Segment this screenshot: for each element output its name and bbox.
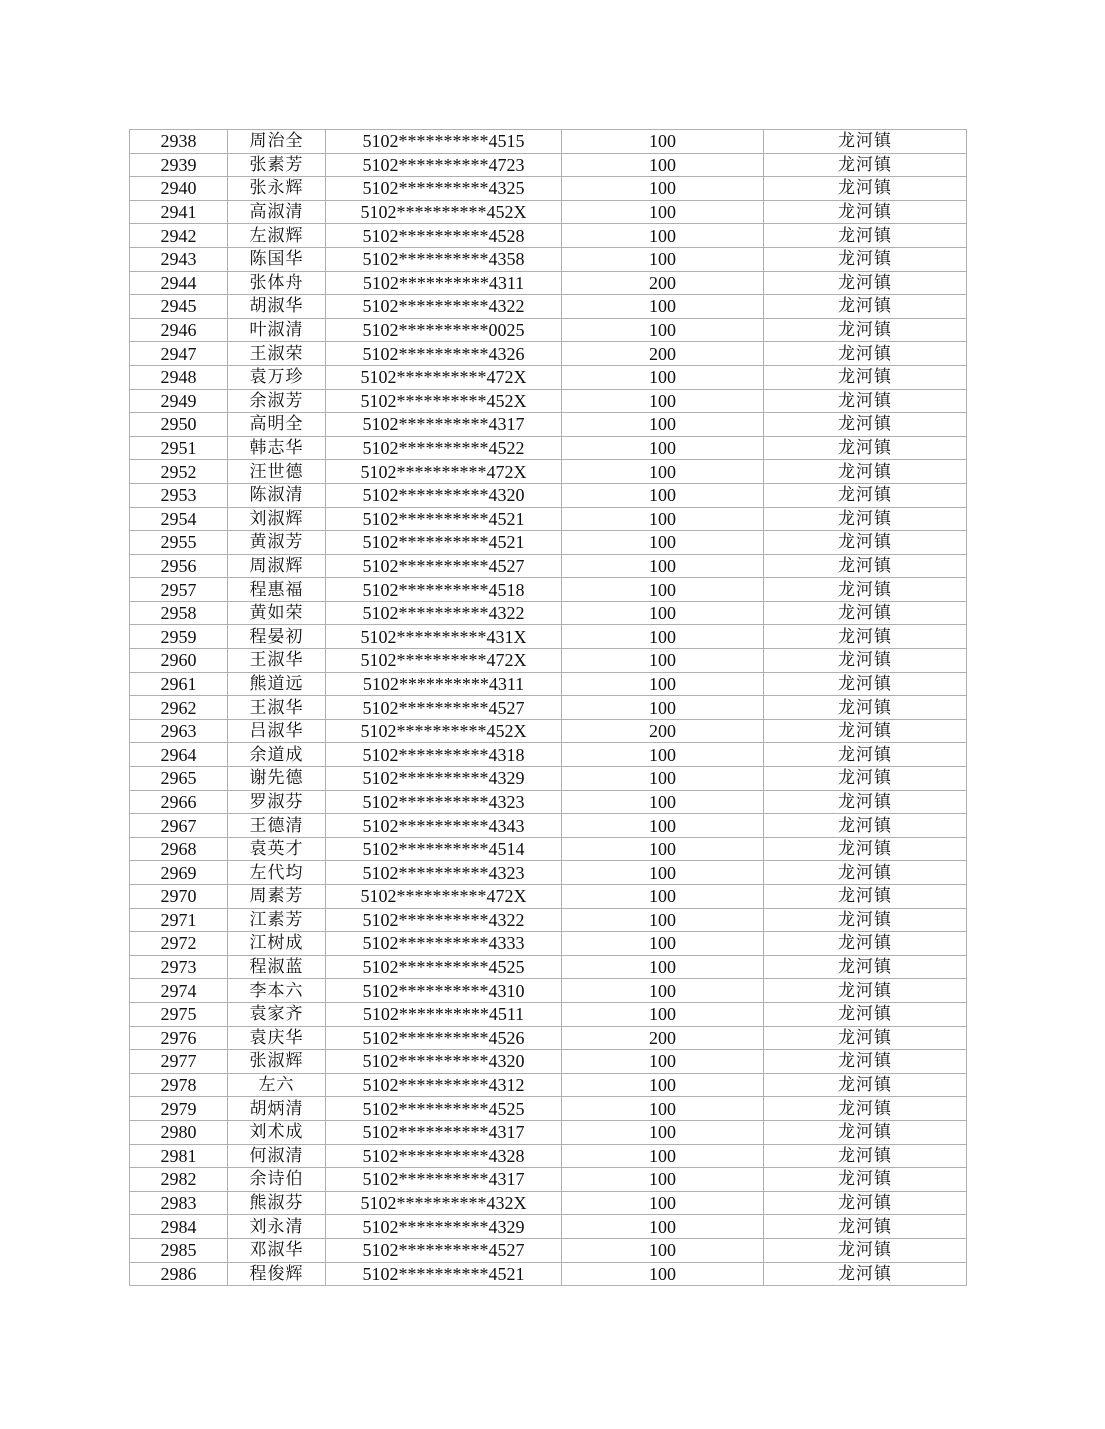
- town-cell: 龙河镇: [764, 1026, 967, 1050]
- id-number-cell: 5102**********4322: [326, 908, 562, 932]
- name-cell: 胡淑华: [228, 295, 326, 319]
- id-number-cell: 5102**********4329: [326, 767, 562, 791]
- id-number-cell: 5102**********4358: [326, 247, 562, 271]
- table-row: [130, 601, 967, 625]
- amount-cell: 100: [562, 153, 764, 177]
- table-row: [130, 1262, 967, 1286]
- name-cell: 袁英才: [228, 837, 326, 861]
- name-cell: 邓淑华: [228, 1238, 326, 1262]
- name-cell: 张素芳: [228, 153, 326, 177]
- amount-cell: 100: [562, 1097, 764, 1121]
- amount-cell: 100: [562, 908, 764, 932]
- town-cell: 龙河镇: [764, 1191, 967, 1215]
- table-row: [130, 1238, 967, 1262]
- id-number-cell: 5102**********4343: [326, 814, 562, 838]
- amount-cell: 200: [562, 719, 764, 743]
- town-cell: 龙河镇: [764, 1050, 967, 1074]
- town-cell: 龙河镇: [764, 790, 967, 814]
- table-row: [130, 1144, 967, 1168]
- table-row: [130, 649, 967, 673]
- row-number-cell: 2970: [130, 885, 228, 909]
- row-number-cell: 2960: [130, 649, 228, 673]
- town-cell: 龙河镇: [764, 389, 967, 413]
- amount-cell: 100: [562, 554, 764, 578]
- row-number-cell: 2954: [130, 507, 228, 531]
- row-number-cell: 2959: [130, 625, 228, 649]
- row-number-cell: 2941: [130, 200, 228, 224]
- table-row: [130, 247, 967, 271]
- amount-cell: 100: [562, 932, 764, 956]
- town-cell: 龙河镇: [764, 1097, 967, 1121]
- id-number-cell: 5102**********4322: [326, 295, 562, 319]
- town-cell: 龙河镇: [764, 1073, 967, 1097]
- row-number-cell: 2976: [130, 1026, 228, 1050]
- row-number-cell: 2981: [130, 1144, 228, 1168]
- table-row: [130, 814, 967, 838]
- table-row: [130, 389, 967, 413]
- town-cell: 龙河镇: [764, 224, 967, 248]
- table-row: [130, 460, 967, 484]
- row-number-cell: 2972: [130, 932, 228, 956]
- name-cell: 程晏初: [228, 625, 326, 649]
- town-cell: 龙河镇: [764, 365, 967, 389]
- amount-cell: 100: [562, 436, 764, 460]
- id-number-cell: 5102**********4515: [326, 130, 562, 154]
- table-row: [130, 554, 967, 578]
- table-row: [130, 177, 967, 201]
- table-row: [130, 1120, 967, 1144]
- table-row: [130, 719, 967, 743]
- name-cell: 袁万珍: [228, 365, 326, 389]
- row-number-cell: 2948: [130, 365, 228, 389]
- id-number-cell: 5102**********4518: [326, 578, 562, 602]
- id-number-cell: 5102**********4527: [326, 1238, 562, 1262]
- id-number-cell: 5102**********4320: [326, 1050, 562, 1074]
- town-cell: 龙河镇: [764, 1238, 967, 1262]
- row-number-cell: 2940: [130, 177, 228, 201]
- name-cell: 刘术成: [228, 1120, 326, 1144]
- town-cell: 龙河镇: [764, 1168, 967, 1192]
- table-row: [130, 318, 967, 342]
- name-cell: 罗淑芬: [228, 790, 326, 814]
- town-cell: 龙河镇: [764, 153, 967, 177]
- name-cell: 熊淑芬: [228, 1191, 326, 1215]
- name-cell: 左淑辉: [228, 224, 326, 248]
- table-row: [130, 342, 967, 366]
- amount-cell: 100: [562, 1168, 764, 1192]
- amount-cell: 100: [562, 460, 764, 484]
- id-number-cell: 5102**********4328: [326, 1144, 562, 1168]
- town-cell: 龙河镇: [764, 177, 967, 201]
- name-cell: 左代均: [228, 861, 326, 885]
- town-cell: 龙河镇: [764, 483, 967, 507]
- name-cell: 江树成: [228, 932, 326, 956]
- row-number-cell: 2982: [130, 1168, 228, 1192]
- row-number-cell: 2985: [130, 1238, 228, 1262]
- town-cell: 龙河镇: [764, 837, 967, 861]
- name-cell: 周淑辉: [228, 554, 326, 578]
- amount-cell: 100: [562, 790, 764, 814]
- row-number-cell: 2969: [130, 861, 228, 885]
- id-number-cell: 5102**********4521: [326, 531, 562, 555]
- amount-cell: 200: [562, 342, 764, 366]
- row-number-cell: 2947: [130, 342, 228, 366]
- town-cell: 龙河镇: [764, 1215, 967, 1239]
- town-cell: 龙河镇: [764, 130, 967, 154]
- name-cell: 程惠福: [228, 578, 326, 602]
- id-number-cell: 5102**********4527: [326, 696, 562, 720]
- id-number-cell: 5102**********452X: [326, 200, 562, 224]
- amount-cell: 100: [562, 814, 764, 838]
- table-row: [130, 413, 967, 437]
- amount-cell: 100: [562, 365, 764, 389]
- id-number-cell: 5102**********4329: [326, 1215, 562, 1239]
- town-cell: 龙河镇: [764, 295, 967, 319]
- amount-cell: 100: [562, 1120, 764, 1144]
- name-cell: 王淑华: [228, 696, 326, 720]
- id-number-cell: 5102**********4317: [326, 1120, 562, 1144]
- table-row: [130, 271, 967, 295]
- row-number-cell: 2971: [130, 908, 228, 932]
- amount-cell: 100: [562, 885, 764, 909]
- town-cell: 龙河镇: [764, 1002, 967, 1026]
- name-cell: 程俊辉: [228, 1262, 326, 1286]
- name-cell: 熊道远: [228, 672, 326, 696]
- town-cell: 龙河镇: [764, 1262, 967, 1286]
- row-number-cell: 2978: [130, 1073, 228, 1097]
- row-number-cell: 2964: [130, 743, 228, 767]
- row-number-cell: 2951: [130, 436, 228, 460]
- town-cell: 龙河镇: [764, 554, 967, 578]
- name-cell: 程淑蓝: [228, 955, 326, 979]
- amount-cell: 100: [562, 247, 764, 271]
- table-row: [130, 625, 967, 649]
- table-row: [130, 1002, 967, 1026]
- id-number-cell: 5102**********452X: [326, 719, 562, 743]
- row-number-cell: 2953: [130, 483, 228, 507]
- id-number-cell: 5102**********4527: [326, 554, 562, 578]
- amount-cell: 100: [562, 743, 764, 767]
- amount-cell: 100: [562, 1144, 764, 1168]
- town-cell: 龙河镇: [764, 413, 967, 437]
- amount-cell: 100: [562, 649, 764, 673]
- town-cell: 龙河镇: [764, 955, 967, 979]
- amount-cell: 100: [562, 1002, 764, 1026]
- amount-cell: 100: [562, 1238, 764, 1262]
- town-cell: 龙河镇: [764, 1144, 967, 1168]
- amount-cell: 100: [562, 672, 764, 696]
- id-number-cell: 5102**********4311: [326, 672, 562, 696]
- amount-cell: 100: [562, 837, 764, 861]
- name-cell: 刘淑辉: [228, 507, 326, 531]
- name-cell: 陈淑清: [228, 483, 326, 507]
- table-row: [130, 1191, 967, 1215]
- id-number-cell: 5102**********4320: [326, 483, 562, 507]
- town-cell: 龙河镇: [764, 696, 967, 720]
- name-cell: 周素芳: [228, 885, 326, 909]
- table-row: [130, 955, 967, 979]
- name-cell: 叶淑清: [228, 318, 326, 342]
- amount-cell: 100: [562, 389, 764, 413]
- id-number-cell: 5102**********4325: [326, 177, 562, 201]
- id-number-cell: 5102**********4312: [326, 1073, 562, 1097]
- town-cell: 龙河镇: [764, 649, 967, 673]
- id-number-cell: 5102**********4525: [326, 955, 562, 979]
- row-number-cell: 2962: [130, 696, 228, 720]
- town-cell: 龙河镇: [764, 436, 967, 460]
- row-number-cell: 2975: [130, 1002, 228, 1026]
- row-number-cell: 2967: [130, 814, 228, 838]
- id-number-cell: 5102**********4318: [326, 743, 562, 767]
- table-row: [130, 295, 967, 319]
- row-number-cell: 2977: [130, 1050, 228, 1074]
- amount-cell: 100: [562, 1262, 764, 1286]
- row-number-cell: 2946: [130, 318, 228, 342]
- name-cell: 胡炳清: [228, 1097, 326, 1121]
- table-row: [130, 837, 967, 861]
- name-cell: 陈国华: [228, 247, 326, 271]
- amount-cell: 100: [562, 531, 764, 555]
- name-cell: 黄如荣: [228, 601, 326, 625]
- name-cell: 刘永清: [228, 1215, 326, 1239]
- name-cell: 高淑清: [228, 200, 326, 224]
- id-number-cell: 5102**********4311: [326, 271, 562, 295]
- id-number-cell: 5102**********4322: [326, 601, 562, 625]
- amount-cell: 100: [562, 1215, 764, 1239]
- roster-table: [129, 129, 967, 1286]
- id-number-cell: 5102**********4317: [326, 413, 562, 437]
- table-row: [130, 365, 967, 389]
- id-number-cell: 5102**********432X: [326, 1191, 562, 1215]
- amount-cell: 100: [562, 767, 764, 791]
- name-cell: 黄淑芳: [228, 531, 326, 555]
- name-cell: 王德清: [228, 814, 326, 838]
- table-row: [130, 507, 967, 531]
- amount-cell: 100: [562, 1191, 764, 1215]
- name-cell: 余淑芳: [228, 389, 326, 413]
- row-number-cell: 2942: [130, 224, 228, 248]
- town-cell: 龙河镇: [764, 767, 967, 791]
- name-cell: 余道成: [228, 743, 326, 767]
- row-number-cell: 2944: [130, 271, 228, 295]
- row-number-cell: 2984: [130, 1215, 228, 1239]
- town-cell: 龙河镇: [764, 318, 967, 342]
- name-cell: 袁庆华: [228, 1026, 326, 1050]
- name-cell: 吕淑华: [228, 719, 326, 743]
- name-cell: 王淑华: [228, 649, 326, 673]
- amount-cell: 100: [562, 861, 764, 885]
- table-row: [130, 696, 967, 720]
- table-row: [130, 153, 967, 177]
- name-cell: 余诗伯: [228, 1168, 326, 1192]
- row-number-cell: 2958: [130, 601, 228, 625]
- name-cell: 张淑辉: [228, 1050, 326, 1074]
- name-cell: 李本六: [228, 979, 326, 1003]
- amount-cell: 200: [562, 271, 764, 295]
- id-number-cell: 5102**********4326: [326, 342, 562, 366]
- town-cell: 龙河镇: [764, 861, 967, 885]
- amount-cell: 100: [562, 578, 764, 602]
- amount-cell: 200: [562, 1026, 764, 1050]
- row-number-cell: 2961: [130, 672, 228, 696]
- town-cell: 龙河镇: [764, 672, 967, 696]
- id-number-cell: 5102**********472X: [326, 460, 562, 484]
- name-cell: 谢先德: [228, 767, 326, 791]
- row-number-cell: 2938: [130, 130, 228, 154]
- id-number-cell: 5102**********0025: [326, 318, 562, 342]
- row-number-cell: 2939: [130, 153, 228, 177]
- amount-cell: 100: [562, 625, 764, 649]
- town-cell: 龙河镇: [764, 1120, 967, 1144]
- id-number-cell: 5102**********472X: [326, 649, 562, 673]
- town-cell: 龙河镇: [764, 719, 967, 743]
- town-cell: 龙河镇: [764, 979, 967, 1003]
- name-cell: 何淑清: [228, 1144, 326, 1168]
- table-row: [130, 1097, 967, 1121]
- name-cell: 韩志华: [228, 436, 326, 460]
- town-cell: 龙河镇: [764, 271, 967, 295]
- table-row: [130, 908, 967, 932]
- amount-cell: 100: [562, 1050, 764, 1074]
- town-cell: 龙河镇: [764, 814, 967, 838]
- town-cell: 龙河镇: [764, 247, 967, 271]
- id-number-cell: 5102**********452X: [326, 389, 562, 413]
- town-cell: 龙河镇: [764, 578, 967, 602]
- table-row: [130, 483, 967, 507]
- amount-cell: 100: [562, 295, 764, 319]
- table-row: [130, 1050, 967, 1074]
- amount-cell: 100: [562, 979, 764, 1003]
- row-number-cell: 2965: [130, 767, 228, 791]
- id-number-cell: 5102**********4526: [326, 1026, 562, 1050]
- row-number-cell: 2943: [130, 247, 228, 271]
- row-number-cell: 2956: [130, 554, 228, 578]
- town-cell: 龙河镇: [764, 460, 967, 484]
- id-number-cell: 5102**********4521: [326, 507, 562, 531]
- row-number-cell: 2983: [130, 1191, 228, 1215]
- table-row: [130, 1215, 967, 1239]
- id-number-cell: 5102**********4310: [326, 979, 562, 1003]
- table-row: [130, 932, 967, 956]
- amount-cell: 100: [562, 413, 764, 437]
- amount-cell: 100: [562, 318, 764, 342]
- table-row: [130, 200, 967, 224]
- roster-table-body: [130, 130, 967, 1286]
- table-row: [130, 767, 967, 791]
- town-cell: 龙河镇: [764, 507, 967, 531]
- name-cell: 汪世德: [228, 460, 326, 484]
- row-number-cell: 2952: [130, 460, 228, 484]
- row-number-cell: 2973: [130, 955, 228, 979]
- name-cell: 张体舟: [228, 271, 326, 295]
- table-row: [130, 436, 967, 460]
- table-row: [130, 861, 967, 885]
- id-number-cell: 5102**********472X: [326, 885, 562, 909]
- town-cell: 龙河镇: [764, 531, 967, 555]
- name-cell: 高明全: [228, 413, 326, 437]
- name-cell: 王淑荣: [228, 342, 326, 366]
- amount-cell: 100: [562, 224, 764, 248]
- row-number-cell: 2949: [130, 389, 228, 413]
- row-number-cell: 2945: [130, 295, 228, 319]
- id-number-cell: 5102**********4525: [326, 1097, 562, 1121]
- row-number-cell: 2966: [130, 790, 228, 814]
- id-number-cell: 5102**********472X: [326, 365, 562, 389]
- id-number-cell: 5102**********4333: [326, 932, 562, 956]
- town-cell: 龙河镇: [764, 932, 967, 956]
- town-cell: 龙河镇: [764, 342, 967, 366]
- table-row: [130, 130, 967, 154]
- table-row: [130, 224, 967, 248]
- table-row: [130, 1168, 967, 1192]
- amount-cell: 100: [562, 601, 764, 625]
- table-row: [130, 1073, 967, 1097]
- table-row: [130, 578, 967, 602]
- table-row: [130, 531, 967, 555]
- id-number-cell: 5102**********431X: [326, 625, 562, 649]
- table-row: [130, 1026, 967, 1050]
- name-cell: 袁家齐: [228, 1002, 326, 1026]
- id-number-cell: 5102**********4511: [326, 1002, 562, 1026]
- id-number-cell: 5102**********4528: [326, 224, 562, 248]
- town-cell: 龙河镇: [764, 908, 967, 932]
- amount-cell: 100: [562, 1073, 764, 1097]
- row-number-cell: 2950: [130, 413, 228, 437]
- amount-cell: 100: [562, 507, 764, 531]
- table-row: [130, 743, 967, 767]
- id-number-cell: 5102**********4514: [326, 837, 562, 861]
- name-cell: 左六: [228, 1073, 326, 1097]
- row-number-cell: 2963: [130, 719, 228, 743]
- id-number-cell: 5102**********4522: [326, 436, 562, 460]
- id-number-cell: 5102**********4323: [326, 790, 562, 814]
- amount-cell: 100: [562, 955, 764, 979]
- table-row: [130, 979, 967, 1003]
- row-number-cell: 2979: [130, 1097, 228, 1121]
- amount-cell: 100: [562, 130, 764, 154]
- amount-cell: 100: [562, 483, 764, 507]
- row-number-cell: 2968: [130, 837, 228, 861]
- table-row: [130, 672, 967, 696]
- name-cell: 张永辉: [228, 177, 326, 201]
- name-cell: 江素芳: [228, 908, 326, 932]
- town-cell: 龙河镇: [764, 200, 967, 224]
- town-cell: 龙河镇: [764, 601, 967, 625]
- id-number-cell: 5102**********4723: [326, 153, 562, 177]
- row-number-cell: 2955: [130, 531, 228, 555]
- table-row: [130, 885, 967, 909]
- amount-cell: 100: [562, 200, 764, 224]
- id-number-cell: 5102**********4317: [326, 1168, 562, 1192]
- id-number-cell: 5102**********4521: [326, 1262, 562, 1286]
- row-number-cell: 2986: [130, 1262, 228, 1286]
- amount-cell: 100: [562, 177, 764, 201]
- row-number-cell: 2974: [130, 979, 228, 1003]
- amount-cell: 100: [562, 696, 764, 720]
- name-cell: 周治全: [228, 130, 326, 154]
- row-number-cell: 2980: [130, 1120, 228, 1144]
- id-number-cell: 5102**********4323: [326, 861, 562, 885]
- row-number-cell: 2957: [130, 578, 228, 602]
- town-cell: 龙河镇: [764, 625, 967, 649]
- town-cell: 龙河镇: [764, 743, 967, 767]
- table-row: [130, 790, 967, 814]
- town-cell: 龙河镇: [764, 885, 967, 909]
